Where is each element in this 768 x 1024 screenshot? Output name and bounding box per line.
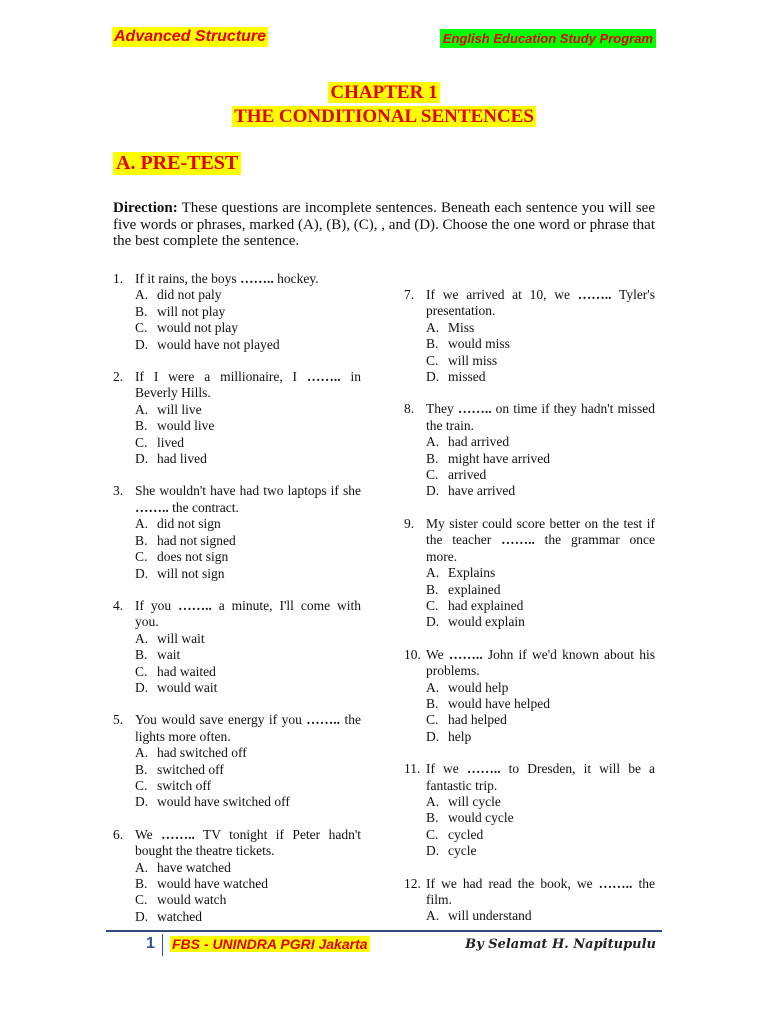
question-stem <box>404 287 655 320</box>
question-number: 11. <box>404 761 421 777</box>
question-number: 3. <box>113 483 124 499</box>
footer-divider <box>106 930 662 932</box>
option-text: have watched <box>157 859 231 875</box>
option-text: had not signed <box>157 532 236 548</box>
answer-option <box>404 712 655 728</box>
answer-option <box>113 892 361 908</box>
answer-option <box>113 876 361 892</box>
question-blank: …….. <box>161 826 195 842</box>
option-text: had waited <box>157 663 216 679</box>
option-letter: A. <box>426 565 440 581</box>
option-letter: B. <box>426 450 439 466</box>
option-text: lived <box>157 434 184 450</box>
answer-option <box>404 336 655 352</box>
question-blank: …….. <box>577 287 612 302</box>
option-text: will not play <box>157 303 226 319</box>
answer-option <box>404 451 655 467</box>
answer-option <box>113 516 361 532</box>
question-item <box>404 876 655 925</box>
option-letter: D. <box>426 483 440 499</box>
question-text-before: If we had read the book, we <box>426 875 599 891</box>
option-text: would not play <box>157 320 238 336</box>
option-text: wait <box>157 647 181 663</box>
answer-option <box>113 402 361 418</box>
option-letter: C. <box>426 712 439 728</box>
option-text: will live <box>157 401 202 417</box>
answer-option <box>404 467 655 483</box>
option-text: will miss <box>448 352 498 368</box>
option-letter: C. <box>426 352 439 368</box>
option-letter: A. <box>426 319 440 335</box>
option-text: might have arrived <box>448 450 550 466</box>
option-text: cycled <box>448 826 484 842</box>
option-text: had explained <box>448 597 524 613</box>
option-text: will cycle <box>448 793 501 809</box>
question-number: 1. <box>113 271 124 286</box>
answer-option <box>113 320 361 336</box>
option-text: will not sign <box>157 565 225 581</box>
question-text <box>426 516 655 565</box>
option-letter: A. <box>135 287 149 303</box>
answer-option <box>404 827 655 843</box>
question-stem <box>113 369 361 402</box>
question-number: 7. <box>404 287 415 302</box>
answer-option <box>404 794 655 810</box>
question-stem <box>113 483 361 516</box>
option-letter: B. <box>426 810 439 826</box>
answer-option <box>113 647 361 663</box>
question-number: 9. <box>404 515 415 531</box>
option-text: would have not played <box>157 336 280 352</box>
option-text: did not sign <box>157 516 221 532</box>
option-letter: A. <box>426 908 440 924</box>
question-text-after: the contract. <box>168 499 239 515</box>
question-text-before: You would save energy if you <box>135 712 307 728</box>
answer-option <box>113 435 361 451</box>
option-letter: D. <box>135 794 149 810</box>
question-text <box>135 369 361 402</box>
option-text: explained <box>448 581 501 597</box>
question-stem <box>404 761 655 794</box>
option-text: would cycle <box>448 810 514 826</box>
questions-left-column <box>113 271 361 941</box>
option-text: had lived <box>157 451 207 467</box>
option-letter: A. <box>135 630 149 646</box>
option-text: help <box>448 728 472 744</box>
option-letter: B. <box>135 303 148 319</box>
question-stem <box>404 401 655 434</box>
question-text <box>135 483 361 516</box>
chapter-number-text: CHAPTER 1 <box>330 82 438 103</box>
question-blank: …….. <box>306 712 341 728</box>
option-letter: C. <box>135 434 148 450</box>
question-text-before: My sister could score better on the test if the teacher <box>426 515 655 548</box>
option-text: had arrived <box>448 434 510 450</box>
option-letter: C. <box>135 777 148 793</box>
option-text: would have watched <box>157 876 268 891</box>
answer-option <box>113 304 361 320</box>
answer-option <box>404 614 655 630</box>
question-text <box>135 598 361 631</box>
direction-label: Direction: <box>113 200 178 216</box>
question-item <box>404 761 655 859</box>
question-text-after: the film. <box>426 875 655 907</box>
option-text: did not paly <box>157 287 222 303</box>
answer-option <box>404 320 655 336</box>
question-number: 2. <box>113 369 124 385</box>
page-number: 1 <box>146 935 155 952</box>
question-stem <box>113 271 361 287</box>
question-text-after: John if we'd known about his problems. <box>426 646 655 679</box>
answer-option <box>404 434 655 450</box>
option-letter: B. <box>426 336 439 352</box>
question-number: 10. <box>404 646 421 662</box>
question-blank: …….. <box>457 401 492 417</box>
option-text: missed <box>448 369 486 385</box>
answer-option <box>404 696 655 712</box>
question-text-after: to Dresden, it will be a fantastic trip. <box>426 761 655 793</box>
option-text: would have switched off <box>157 794 290 810</box>
answer-option <box>404 729 655 745</box>
question-item <box>404 647 655 745</box>
answer-option <box>113 794 361 810</box>
question-blank: …….. <box>178 597 212 613</box>
question-text-after: a minute, I'll come with you. <box>135 597 361 630</box>
question-number: 6. <box>113 826 124 842</box>
question-blank: …….. <box>501 532 535 548</box>
option-letter: B. <box>426 695 439 711</box>
question-blank: …….. <box>306 369 341 385</box>
question-item <box>113 483 361 581</box>
answer-option <box>113 631 361 647</box>
question-blank: …….. <box>598 875 633 891</box>
option-letter: D. <box>135 565 149 581</box>
option-text: switched off <box>157 761 224 777</box>
option-letter: D. <box>426 369 440 385</box>
answer-option <box>113 533 361 549</box>
question-blank: …….. <box>239 271 274 286</box>
answer-option <box>113 287 361 303</box>
option-text: would have helped <box>448 695 550 711</box>
answer-option <box>113 778 361 794</box>
questions-right-column <box>404 287 655 941</box>
chapter-title-text: THE CONDITIONAL SENTENCES <box>234 106 534 127</box>
question-item <box>113 271 361 353</box>
answer-option <box>404 680 655 696</box>
question-text <box>426 401 655 434</box>
option-letter: C. <box>426 826 439 842</box>
option-text: would wait <box>157 679 218 695</box>
option-letter: D. <box>135 451 149 467</box>
question-item <box>113 712 361 810</box>
option-letter: C. <box>135 320 148 336</box>
answer-option <box>113 745 361 761</box>
question-number: 4. <box>113 597 124 613</box>
question-text-after: the grammar once more. <box>426 532 655 564</box>
option-letter: A. <box>135 745 149 761</box>
option-text: would watch <box>157 892 227 908</box>
question-text <box>426 647 655 680</box>
option-text: will wait <box>157 630 205 646</box>
option-letter: A. <box>426 793 440 809</box>
question-text-before: If you <box>135 597 179 613</box>
answer-option <box>113 664 361 680</box>
option-text: arrived <box>448 467 487 483</box>
option-text: would miss <box>448 336 510 352</box>
option-text: does not sign <box>157 549 229 565</box>
option-letter: D. <box>135 908 149 924</box>
answer-option <box>404 565 655 581</box>
option-text: would live <box>157 418 215 434</box>
question-text-before: We <box>426 646 449 662</box>
option-letter: D. <box>426 614 440 630</box>
option-letter: B. <box>426 581 439 597</box>
footer-institution: FBS - UNINDRA PGRI Jakarta <box>172 936 368 952</box>
question-number: 12. <box>404 875 421 891</box>
option-text: will understand <box>448 908 532 924</box>
section-heading: A. PRE-TEST <box>113 152 241 175</box>
header-course-title: Advanced Structure <box>114 28 267 45</box>
question-text-before: If I were a millionaire, I <box>135 369 307 385</box>
question-item <box>113 598 361 696</box>
header-program-title: English Education Study Program <box>440 29 656 48</box>
answer-option <box>404 353 655 369</box>
answer-option <box>404 908 655 924</box>
option-letter: A. <box>135 859 149 875</box>
question-text-before: They <box>426 401 458 417</box>
question-item <box>404 401 655 499</box>
question-text <box>426 876 655 909</box>
question-text-after: on time if they hadn't missed the train. <box>426 401 655 433</box>
footer-author: By Selamat H. Napitupulu <box>465 937 656 952</box>
question-text-before: If we arrived at 10, we <box>426 287 578 302</box>
answer-option <box>113 909 361 925</box>
question-text-before: We <box>135 826 162 842</box>
option-letter: B. <box>135 532 148 548</box>
question-text-before: If it rains, the boys <box>135 271 240 286</box>
question-stem <box>404 647 655 680</box>
question-text-after: the lights more often. <box>135 712 361 744</box>
option-text: have arrived <box>448 483 516 499</box>
option-letter: D. <box>135 679 149 695</box>
answer-option <box>113 337 361 353</box>
question-blank: …….. <box>135 499 169 515</box>
answer-option <box>113 566 361 582</box>
option-letter: D. <box>426 728 440 744</box>
question-stem <box>113 712 361 745</box>
answer-option <box>404 369 655 385</box>
chapter-title <box>0 106 768 128</box>
question-blank: …….. <box>448 646 483 662</box>
question-stem <box>113 598 361 631</box>
question-stem <box>404 876 655 909</box>
answer-option <box>404 483 655 499</box>
option-letter: A. <box>426 679 440 695</box>
question-text-before: She wouldn't have had two laptops if she <box>135 483 361 499</box>
question-text <box>135 712 361 745</box>
option-text: Miss <box>448 319 475 335</box>
page-number-divider <box>162 934 163 956</box>
question-stem <box>113 827 361 860</box>
question-item <box>404 287 655 385</box>
question-blank: …….. <box>466 761 501 777</box>
question-text-before: If we <box>426 761 467 777</box>
option-letter: C. <box>135 892 148 908</box>
answer-option <box>404 843 655 859</box>
question-text-after: TV tonight if Peter hadn't bought the theatre tickets. <box>135 826 362 859</box>
option-letter: D. <box>426 843 440 859</box>
direction-paragraph <box>113 200 655 250</box>
answer-option <box>113 549 361 565</box>
question-text-after: hockey. <box>273 271 319 286</box>
question-text <box>426 761 655 794</box>
option-letter: B. <box>135 761 148 777</box>
question-number: 5. <box>113 712 124 728</box>
question-text-after: in Beverly Hills. <box>135 369 361 401</box>
option-letter: C. <box>426 597 439 613</box>
question-item <box>113 369 361 467</box>
option-text: had switched off <box>157 745 247 761</box>
option-letter: C. <box>135 549 148 565</box>
option-text: switch off <box>157 777 212 793</box>
direction-text: These questions are incomplete sentences. Beneath each sentence you will see five words or phrases, marked (A), (B), (C), , and (D). Choose the one word or phrase that the best complete the sentence. <box>113 200 655 249</box>
option-text: Explains <box>448 565 496 581</box>
option-letter: C. <box>426 467 439 483</box>
option-text: had helped <box>448 712 507 728</box>
option-letter: A. <box>135 516 149 532</box>
question-text <box>135 827 361 860</box>
option-letter: B. <box>135 647 148 663</box>
question-text <box>426 287 655 320</box>
question-stem <box>404 516 655 565</box>
answer-option <box>113 680 361 696</box>
option-text: cycle <box>448 843 477 859</box>
answer-option <box>113 451 361 467</box>
option-text: would help <box>448 679 509 695</box>
question-item <box>404 516 655 631</box>
answer-option <box>404 582 655 598</box>
chapter-number <box>0 82 768 104</box>
answer-option <box>404 598 655 614</box>
answer-option <box>113 860 361 876</box>
option-letter: D. <box>135 336 149 352</box>
option-text: would explain <box>448 614 525 630</box>
answer-option <box>404 810 655 826</box>
question-item <box>113 827 361 925</box>
option-letter: B. <box>135 418 148 434</box>
answer-option <box>113 418 361 434</box>
question-number: 8. <box>404 401 415 417</box>
answer-option <box>113 762 361 778</box>
option-letter: B. <box>135 876 148 891</box>
option-letter: A. <box>426 434 440 450</box>
question-text <box>135 271 361 287</box>
option-text: watched <box>157 908 202 924</box>
question-text-after: Tyler's presentation. <box>426 287 655 319</box>
option-letter: C. <box>135 663 148 679</box>
option-letter: A. <box>135 401 149 417</box>
